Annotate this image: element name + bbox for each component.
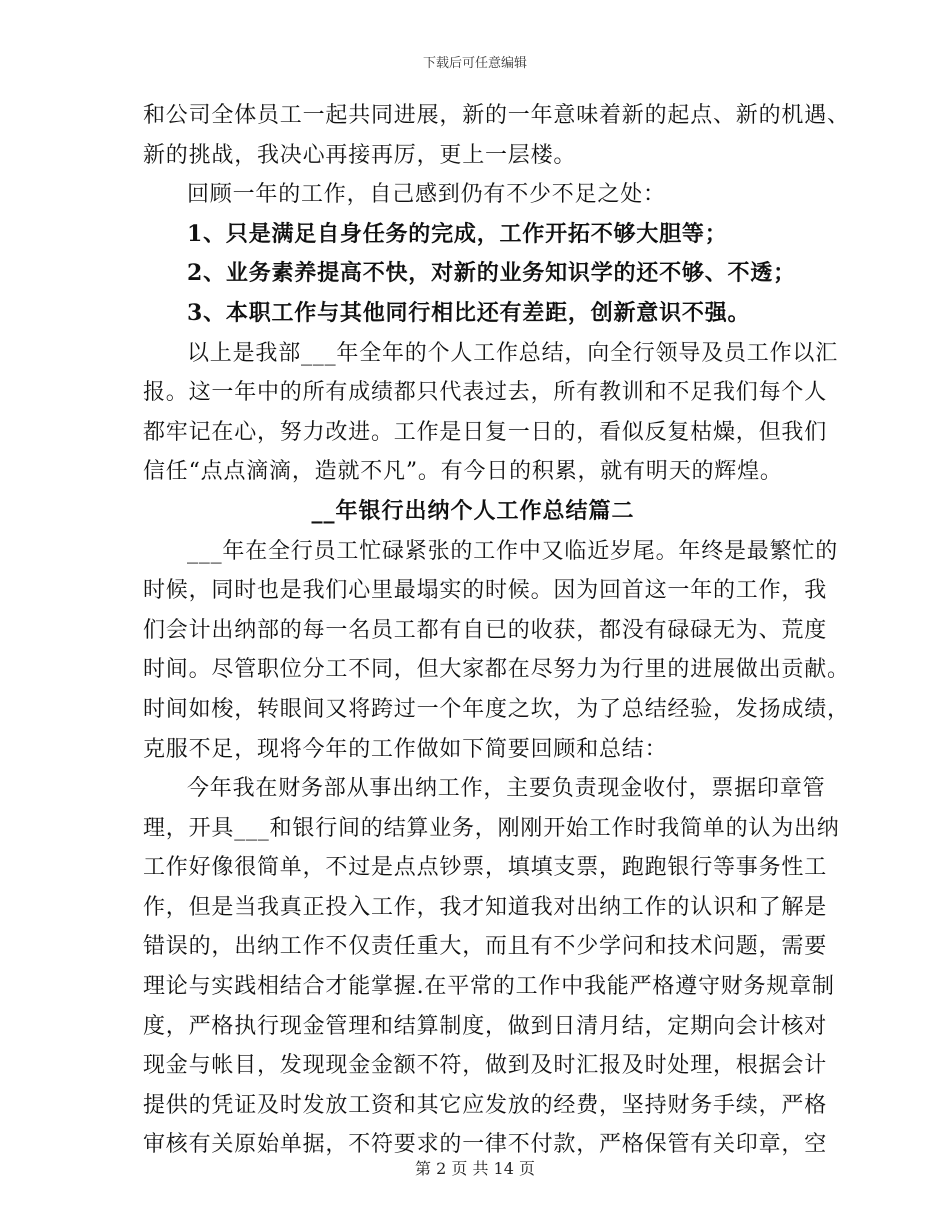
text-line: 克服不足，现将今年的工作做如下简要回顾和总结： [143, 736, 668, 762]
text-line: 理论与实践相结合才能掌握.在平常的工作中我能严格遵守财务规章制 [143, 974, 835, 1000]
text-line: 和公司全体员工一起共同进展，新的一年意味着新的起点、新的机遇、 [143, 103, 850, 128]
text-line: 回顾一年的工作，自己感到仍有不少不足之处： [187, 182, 666, 208]
page-number-footer: 第 2 页 共 14 页 [415, 1159, 535, 1178]
text-line: 3、本职工作与其他同行相比还有差距，创新意识不强。 [187, 299, 751, 326]
text-line: 时候，同时也是我们心里最塌实的时候。因为回首这一年的工作，我 [143, 578, 828, 604]
text-line: 度，严格执行现金管理和结算制度，做到日清月结，定期向会计核对 [143, 1013, 828, 1039]
text-line: 作，但是当我真正投入工作，我才知道我对出纳工作的认识和了解是 [143, 894, 828, 920]
text-line: 信任“点点滴滴，造就不凡”。有今日的积累，就有明天的辉煌。 [143, 459, 783, 485]
text-line: 时间。尽管职位分工不同，但大家都在尽努力为行里的进展做出贡献。 [143, 657, 850, 683]
text-line: 现金与帐目，发现现金金额不符，做到及时汇报及时处理，根据会计 [143, 1053, 828, 1079]
page-header: 下载后可任意编辑 [422, 56, 527, 71]
text-line: 错误的，出纳工作不仅责任重大，而且有不少学问和技术问题，需要 [143, 934, 828, 960]
text-line: 理，开具___和银行间的结算业务，刚刚开始工作时我简单的认为出纳 [143, 815, 840, 841]
text-line: 1、只是满足自身任务的完成，工作开拓不够大胆等； [187, 220, 728, 247]
section-heading: __年银行出纳个人工作总结篇二 [311, 497, 635, 524]
text-line: 都牢记在心，努力改进。工作是日复一日的，看似反复枯燥，但我们 [143, 419, 828, 445]
text-line: 审核有关原始单据，不符要求的一律不付款，严格保管有关印章，空 [143, 1132, 828, 1158]
text-line: 报。这一年中的所有成绩都只代表过去，所有教训和不足我们每个人 [143, 380, 828, 406]
text-line: 以上是我部___年全年的个人工作总结，向全行领导及员工作以汇 [187, 340, 839, 366]
text-line: 2、业务素养提高不快，对新的业务知识学的还不够、不透； [187, 260, 796, 287]
text-line: 新的挑战，我决心再接再厉，更上一层楼。 [143, 142, 577, 168]
text-line: 今年我在财务部从事出纳工作，主要负责现金收付，票据印章管 [187, 776, 826, 802]
text-line: 时间如梭，转眼间又将跨过一个年度之坎，为了总结经验，发扬成绩， [143, 696, 850, 722]
document-body [143, 96, 850, 1165]
text-line: 们会计出纳部的每一名员工都有自已的收获，都没有碌碌无为、荒度 [143, 617, 828, 643]
text-line: 工作好像很简单，不过是点点钞票，填填支票，跑跑银行等事务性工 [143, 855, 828, 881]
text-line: ___年在全行员工忙碌紧张的工作中又临近岁尾。年终是最繁忙的 [187, 538, 839, 564]
text-line: 提供的凭证及时发放工资和其它应发放的经费，坚持财务手续，严格 [143, 1092, 828, 1118]
